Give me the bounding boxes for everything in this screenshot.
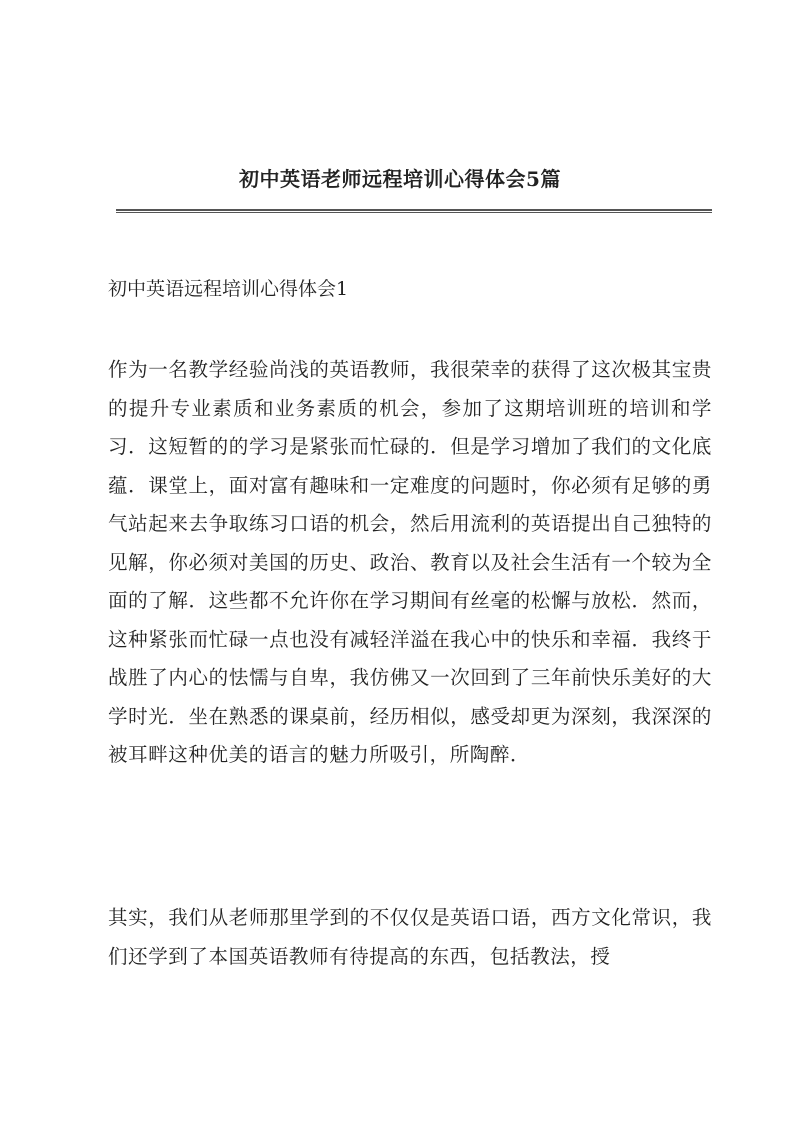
section-heading: 初中英语远程培训心得体会1	[108, 278, 349, 300]
body-paragraph-2: 其实，我们从老师那里学到的不仅仅是英语口语，西方文化常识，我们还学到了本国英语教师有待提高的东西，包括教法，授	[108, 906, 712, 968]
title-divider	[116, 209, 712, 213]
document-title: 初中英语老师远程培训心得体会5篇	[239, 167, 561, 191]
body-paragraph-1: 作为一名教学经验尚浅的英语教师，我很荣幸的获得了这次极其宝贵的提升专业素质和业务素质的机会，参加了这期培训班的培训和学习．这短暂的的学习是紧张而忙碌的．但是学习增加了我们的文化底蕴．课堂上，面对富有趣味和一定难度的问题时，你必须有足够的勇气站起来去争取练习口语的机会，然后用流利的英语提出自己独特的见解，你必须对美国的历史、政治、教育以及社会生活有一个较为全面的了解．这些都不允许你在学习期间有丝毫的松懈与放松．然而，这种紧张而忙碌一点也没有减轻洋溢在我心中的快乐和幸福．我终于战胜了内心的怯懦与自卑，我仿佛又一次回到了三年前快乐美好的大学时光．坐在熟悉的课桌前，经历相似，感受却更为深刻，我深深的被耳畔这种优美的语言的魅力所吸引，所陶醉．	[108, 358, 712, 766]
